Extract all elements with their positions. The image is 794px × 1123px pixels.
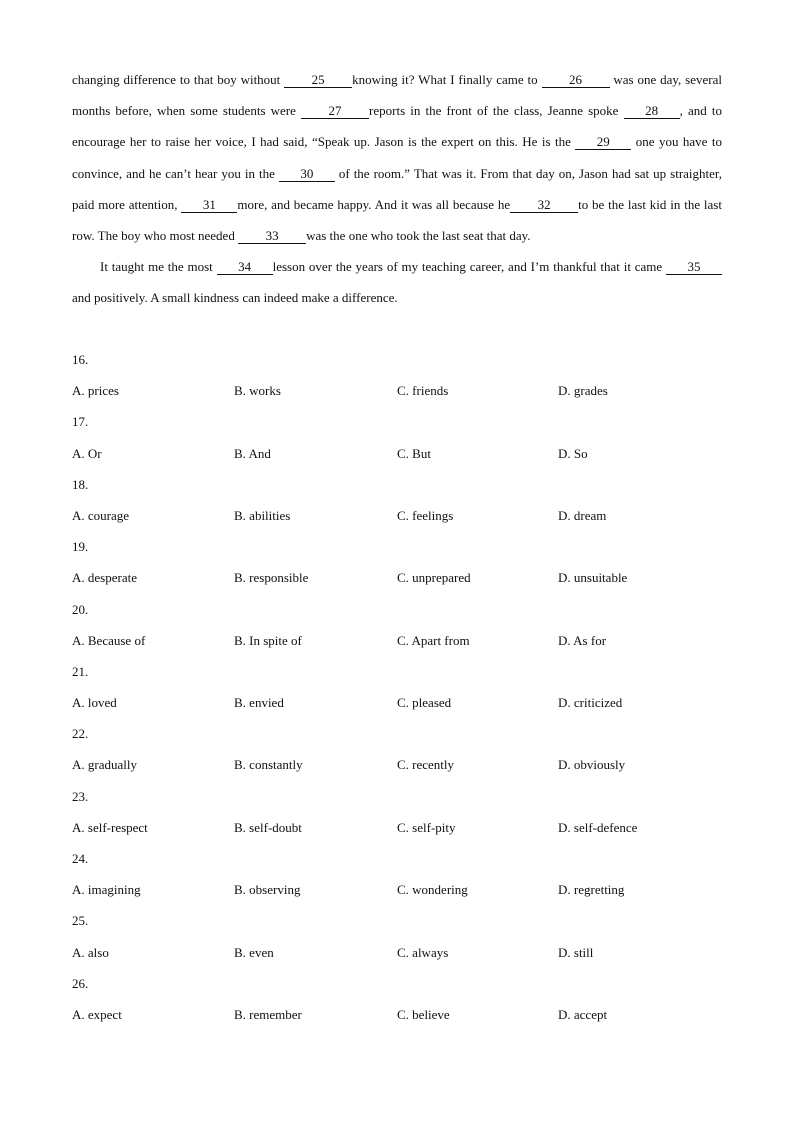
question-18 — [72, 469, 722, 531]
option-row — [72, 500, 722, 531]
option-b[interactable]: B. observing — [234, 882, 301, 898]
option-a[interactable]: A. courage — [72, 507, 130, 523]
passage-text: reports in the front of the class, Jeanne spoke — [369, 103, 624, 119]
passage-text: of the room.” That was it. From that day on, Jason had sat up straighter, paid more attention, — [72, 165, 722, 212]
option-a[interactable]: A. self-respect — [72, 819, 148, 835]
option-d[interactable]: D. still — [558, 944, 594, 960]
option-row — [72, 999, 722, 1030]
blank-25: 25 — [284, 72, 352, 88]
option-b[interactable]: B. works — [234, 383, 281, 399]
option-row — [72, 625, 722, 656]
option-b[interactable]: B. abilities — [234, 507, 291, 523]
option-b[interactable]: B. In spite of — [234, 632, 302, 648]
blank-31: 31 — [181, 197, 237, 213]
option-row — [72, 937, 722, 968]
option-row — [72, 438, 722, 469]
passage-text: one you have to convince, and he can’t hear you in the — [72, 134, 722, 181]
question-number: 26. — [72, 975, 89, 991]
passage-text: , and to encourage her to raise her voice, I had said, “Speak up. Jason is the expert on this. He is the — [72, 103, 723, 150]
question-number: 23. — [72, 788, 89, 804]
passage-text: knowing it? What I finally came to — [352, 72, 542, 87]
option-c[interactable]: C. always — [397, 944, 449, 960]
option-c[interactable]: C. self-pity — [397, 819, 456, 835]
passage-text: It taught me the most — [100, 259, 217, 275]
option-c[interactable]: C. wondering — [397, 882, 468, 898]
question-25 — [72, 905, 722, 967]
passage-paragraph-2 — [72, 251, 722, 313]
option-d[interactable]: D. obviously — [558, 757, 626, 773]
option-b[interactable]: B. even — [234, 944, 274, 960]
passage-text: more, and became happy. And it was all because he — [237, 196, 511, 212]
option-b[interactable]: B. And — [234, 445, 271, 461]
passage-text: changing difference to that boy without — [72, 72, 285, 87]
option-row — [72, 874, 722, 905]
option-b[interactable]: B. constantly — [234, 757, 303, 773]
blank-27: 27 — [301, 103, 369, 119]
blank-30: 30 — [279, 166, 335, 182]
option-a[interactable]: A. imagining — [72, 882, 141, 898]
option-a[interactable]: A. Because of — [72, 632, 146, 648]
blank-34: 34 — [217, 259, 273, 275]
option-row — [72, 375, 722, 406]
question-number: 20. — [72, 601, 89, 617]
question-26 — [72, 968, 722, 1030]
question-22 — [72, 718, 722, 780]
option-c[interactable]: C. recently — [397, 757, 455, 773]
option-c[interactable]: C. Apart from — [397, 632, 470, 648]
option-d[interactable]: D. dream — [558, 507, 607, 523]
option-c[interactable]: C. believe — [397, 1006, 450, 1022]
option-d[interactable]: D. As for — [558, 632, 607, 648]
question-number: 22. — [72, 726, 89, 742]
question-20 — [72, 594, 722, 656]
option-a[interactable]: A. expect — [72, 1006, 122, 1022]
question-number: 16. — [72, 352, 89, 367]
blank-35: 35 — [666, 259, 722, 275]
passage-text: was one day, several months before, when some students were — [72, 72, 722, 119]
question-number: 17. — [72, 414, 89, 430]
option-d[interactable]: D. So — [558, 445, 588, 461]
question-number: 24. — [72, 851, 89, 866]
question-number: 25. — [72, 913, 89, 929]
blank-33: 33 — [238, 228, 306, 244]
option-d[interactable]: D. grades — [558, 383, 608, 399]
question-number: 21. — [72, 663, 89, 679]
option-a[interactable]: A. prices — [72, 383, 119, 399]
question-23 — [72, 781, 722, 843]
blank-32: 32 — [510, 197, 578, 213]
option-row — [72, 687, 722, 718]
option-d[interactable]: D. unsuitable — [558, 570, 628, 586]
passage-text: lesson over the years of my teaching career, and I’m thankful that it came — [272, 259, 666, 275]
option-row — [72, 749, 722, 780]
blank-26: 26 — [542, 72, 610, 88]
question-21 — [72, 656, 722, 718]
option-b[interactable]: B. self-doubt — [234, 819, 302, 835]
question-list — [72, 344, 722, 1030]
question-number: 19. — [72, 539, 89, 555]
option-d[interactable]: D. accept — [558, 1006, 608, 1022]
option-row — [72, 562, 722, 593]
option-d[interactable]: D. self-defence — [558, 819, 638, 835]
option-d[interactable]: D. criticized — [558, 695, 623, 711]
option-c[interactable]: C. But — [397, 445, 431, 461]
option-a[interactable]: A. desperate — [72, 570, 137, 586]
blank-28: 28 — [624, 103, 680, 119]
option-d[interactable]: D. regretting — [558, 882, 625, 898]
question-16 — [72, 344, 722, 406]
option-a[interactable]: A. gradually — [72, 757, 137, 773]
option-b[interactable]: B. responsible — [234, 570, 309, 586]
option-c[interactable]: C. unprepared — [397, 570, 471, 586]
option-c[interactable]: C. pleased — [397, 695, 452, 711]
option-b[interactable]: B. remember — [234, 1006, 302, 1022]
option-c[interactable]: C. friends — [397, 383, 449, 399]
passage-text: to be the last kid in the last row. The boy who most needed — [72, 196, 722, 244]
question-24 — [72, 843, 722, 905]
option-b[interactable]: B. envied — [234, 695, 284, 711]
question-17 — [72, 406, 722, 468]
passage-text: and positively. A small kindness can indeed make a difference. — [72, 290, 398, 306]
option-a[interactable]: A. Or — [72, 445, 102, 461]
blank-29: 29 — [575, 134, 631, 150]
passage-paragraph-1 — [72, 64, 722, 251]
passage-text: was the one who took the last seat that day. — [306, 228, 531, 244]
option-c[interactable]: C. feelings — [397, 507, 454, 523]
option-a[interactable]: A. also — [72, 944, 109, 960]
question-number: 18. — [72, 476, 89, 492]
cloze-passage — [72, 64, 722, 314]
question-19 — [72, 531, 722, 593]
option-a[interactable]: A. loved — [72, 695, 117, 711]
option-row — [72, 812, 722, 843]
